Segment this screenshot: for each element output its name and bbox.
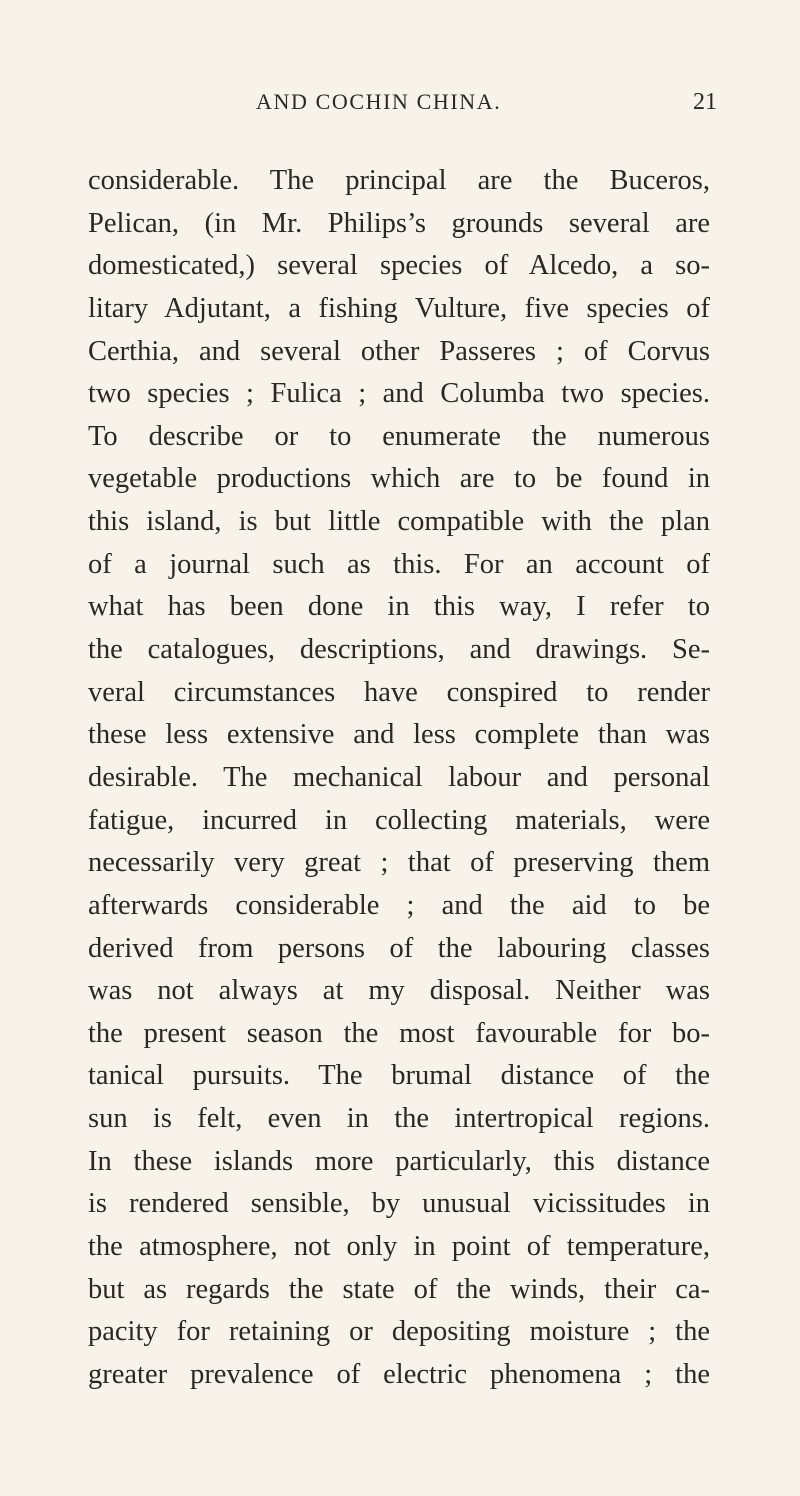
text-line: this island, is but little compatible with the plan (88, 506, 710, 538)
page-number: 21 (693, 89, 717, 115)
text-line: greater prevalence of electric phenomena ; the (88, 1358, 710, 1390)
running-title: AND COCHIN CHINA. (256, 89, 502, 114)
text-line: is rendered sensible, by unusual vicissitudes in (88, 1188, 710, 1220)
text-line: these less extensive and less complete than was (88, 719, 710, 751)
text-line: litary Adjutant, a fishing Vulture, five species of (88, 292, 710, 324)
text-line: To describe or to enumerate the numerous (88, 420, 710, 452)
text-line: domesticated,) several species of Alcedo, a so- (88, 250, 710, 282)
text-line: the catalogues, descriptions, and drawings. Se- (88, 634, 710, 666)
text-line: considerable. The principal are the Buceros, (88, 165, 710, 196)
text-line: veral circumstances have conspired to render (88, 676, 710, 708)
text-line: was not always at my disposal. Neither was (88, 975, 710, 1007)
text-line: what has been done in this way, I refer to (88, 591, 710, 623)
text-line: afterwards considerable ; and the aid to be (88, 889, 710, 921)
text-line: Pelican, (in Mr. Philips’s grounds several are (88, 207, 710, 239)
text-line: of a journal such as this. For an account of (88, 548, 710, 580)
text-line: fatigue, incurred in collecting materials, were (88, 804, 710, 836)
text-line: In these islands more particularly, this distance (88, 1145, 710, 1177)
text-line: Certhia, and several other Passeres ; of Corvus (88, 335, 710, 367)
text-line: the atmosphere, not only in point of temperature, (88, 1231, 710, 1263)
text-line: vegetable productions which are to be found in (88, 463, 710, 495)
text-line: sun is felt, even in the intertropical regions. (88, 1103, 710, 1135)
text-line: but as regards the state of the winds, their ca- (88, 1273, 710, 1305)
text-line: tanical pursuits. The brumal distance of the (88, 1060, 710, 1092)
text-line: derived from persons of the labouring classes (88, 932, 710, 964)
text-line: two species ; Fulica ; and Columba two species. (88, 378, 710, 410)
text-line: necessarily very great ; that of preserving them (88, 847, 710, 879)
text-line: desirable. The mechanical labour and personal (88, 761, 710, 793)
running-head (0, 82, 800, 122)
text-line: pacity for retaining or depositing moisture ; the (88, 1316, 710, 1348)
body-text (88, 160, 710, 1397)
text-line: the present season the most favourable for bo- (88, 1017, 710, 1049)
